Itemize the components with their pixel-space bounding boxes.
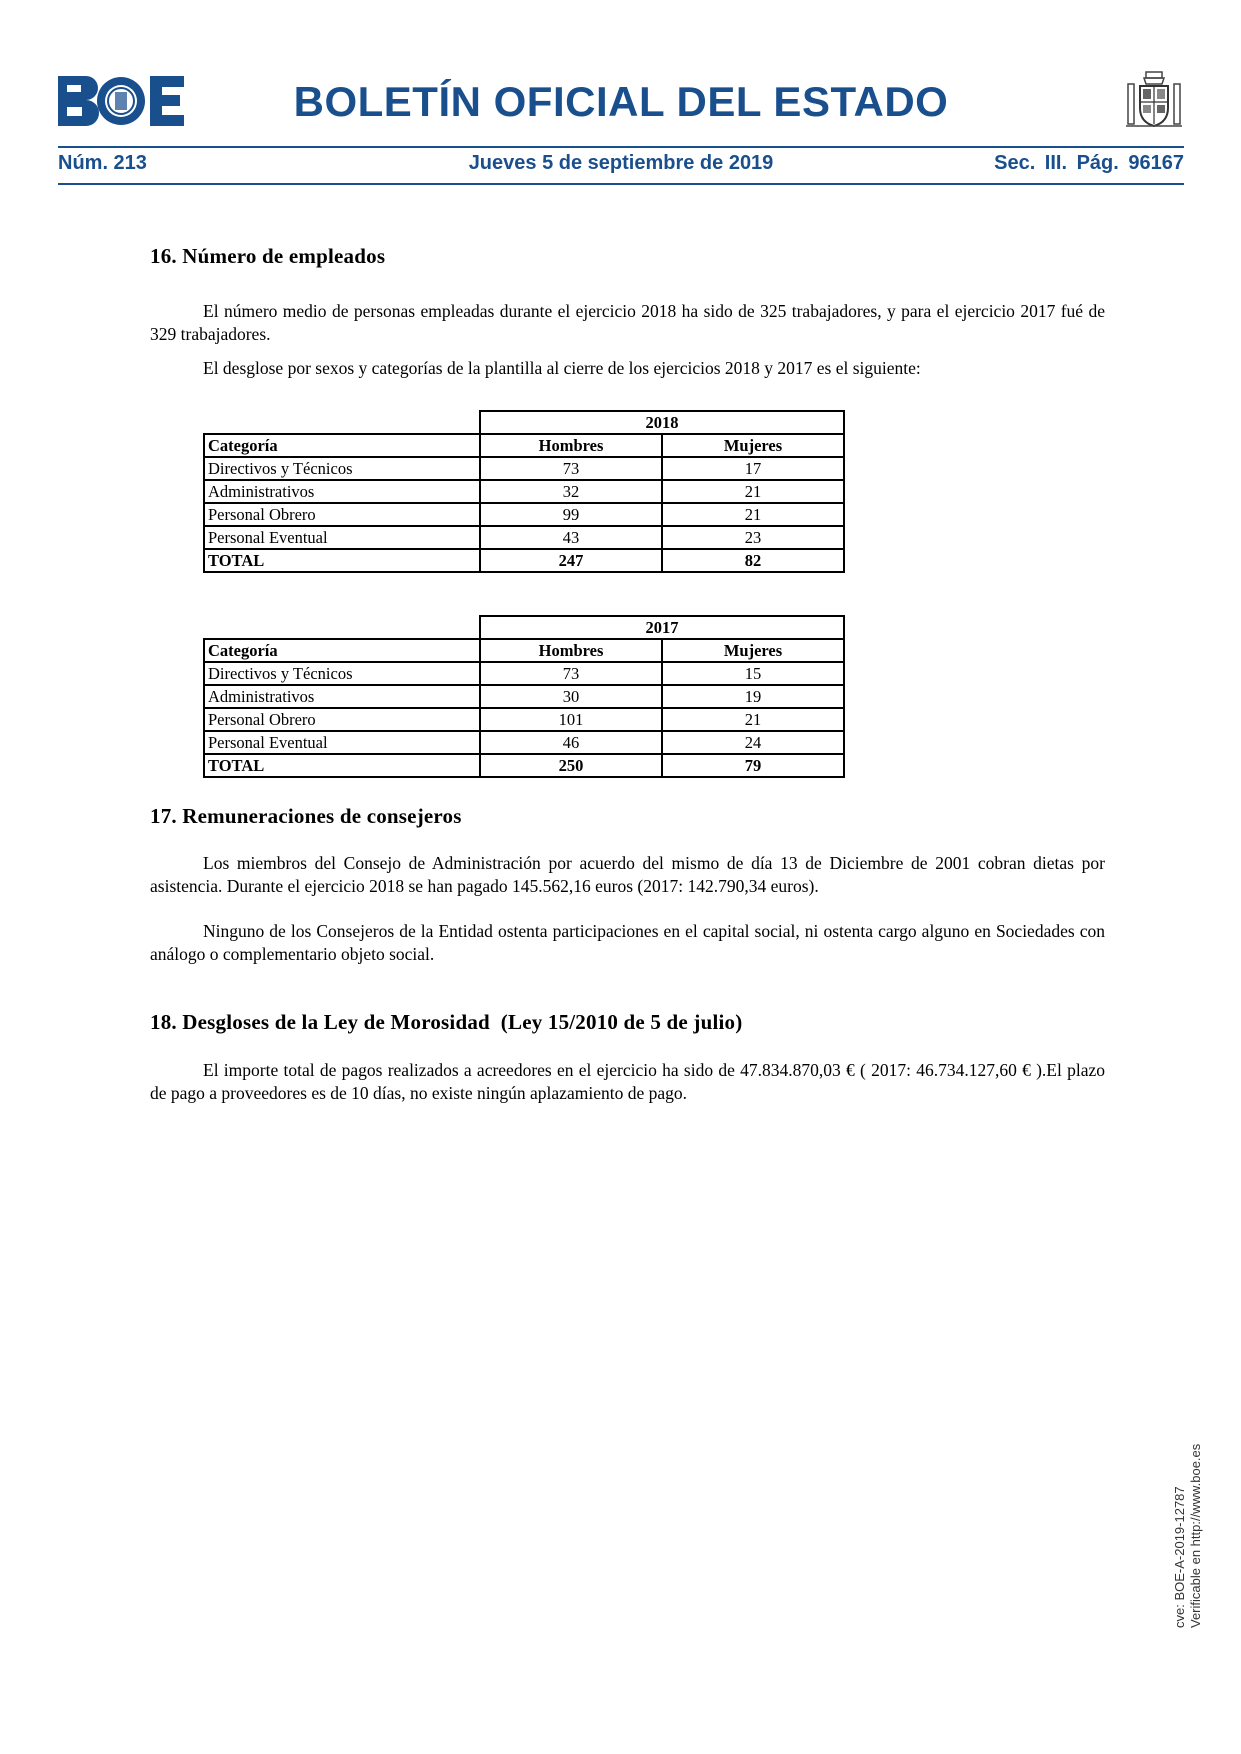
column-header: Categoría: [204, 639, 480, 662]
column-header: Hombres: [480, 639, 662, 662]
table-total-row: [204, 549, 844, 572]
table-cell: 43: [480, 526, 662, 549]
table-cell: 73: [480, 662, 662, 685]
section-17-paragraph-1: Los miembros del Consejo de Administración por acuerdo del mismo de día 13 de Diciembre de 2001 cobran dietas por asistencia. Durante el ejercicio 2018 se han pagado 145.562,16 euros (2017: 142.790,34 euros).: [150, 853, 1105, 896]
table-cell: TOTAL: [204, 754, 480, 777]
cve-code: cve: BOE-A-2019-12787: [1172, 1486, 1187, 1628]
table-cell: 24: [662, 731, 844, 754]
employees-table-2017: [203, 615, 845, 778]
table-cell: 82: [662, 549, 844, 572]
column-header: Hombres: [480, 434, 662, 457]
table-row: [204, 457, 844, 480]
table-cell: 46: [480, 731, 662, 754]
section-17-title: 17. Remuneraciones de consejeros: [150, 804, 462, 828]
table-row: [204, 662, 844, 685]
header-rule-top: [58, 146, 1184, 148]
page-header: [58, 68, 1184, 186]
section-16-paragraph-2: El desglose por sexos y categorías de la plantilla al cierre de los ejercicios 2018 y 2017 es el siguiente:: [203, 358, 921, 378]
table-cell: 73: [480, 457, 662, 480]
table-row: [204, 731, 844, 754]
column-header: Mujeres: [662, 434, 844, 457]
table-cell: Directivos y Técnicos: [204, 662, 480, 685]
verification-note: [1172, 1444, 1204, 1628]
table-cell: Personal Eventual: [204, 526, 480, 549]
table-cell: 15: [662, 662, 844, 685]
table-cell: 21: [662, 480, 844, 503]
verify-url: Verificable en http://www.boe.es: [1188, 1443, 1203, 1628]
table-cell: 250: [480, 754, 662, 777]
table-cell: Administrativos: [204, 480, 480, 503]
section-18-paragraph-1: El importe total de pagos realizados a acreedores en el ejercicio ha sido de 47.834.870,03 € ( 2017: 46.734.127,60 € ).El plazo de pago a proveedores es de 10 días, no existe ningún aplazamiento de pago.: [150, 1060, 1105, 1103]
table-cell: 30: [480, 685, 662, 708]
table-total-row: [204, 754, 844, 777]
bulletin-title: BOLETÍN OFICIAL DEL ESTADO: [293, 78, 949, 125]
table-cell: Personal Obrero: [204, 503, 480, 526]
table-cell: 21: [662, 503, 844, 526]
header-meta: [58, 152, 1184, 178]
table-row: [204, 480, 844, 503]
table-cell: 23: [662, 526, 844, 549]
table-cell: 79: [662, 754, 844, 777]
table-cell: 19: [662, 685, 844, 708]
table-year: 2018: [480, 411, 844, 434]
table-cell: 247: [480, 549, 662, 572]
table-cell: 101: [480, 708, 662, 731]
header-rule-bottom: [58, 183, 1184, 185]
table-cell: Administrativos: [204, 685, 480, 708]
issue-date: Jueves 5 de septiembre de 2019: [468, 152, 774, 174]
section-16-paragraph-1: El número medio de personas empleadas durante el ejercicio 2018 ha sido de 325 trabajadores, y para el ejercicio 2017 fué de 329 trabajadores.: [150, 301, 1105, 344]
section-18-title: 18. Desgloses de la Ley de Morosidad (Ley 15/2010 de 5 de julio): [150, 1010, 743, 1034]
table-cell: Personal Eventual: [204, 731, 480, 754]
table-cell: 99: [480, 503, 662, 526]
table-cell: Directivos y Técnicos: [204, 457, 480, 480]
document-body: [150, 244, 1105, 1105]
employees-table-2018: [203, 410, 845, 573]
table-row: [204, 685, 844, 708]
section-page: Sec. III. Pág. 96167: [994, 152, 1184, 174]
table-row: [204, 708, 844, 731]
issue-number: Núm. 213: [58, 152, 147, 174]
table-cell: 17: [662, 457, 844, 480]
table-cell: TOTAL: [204, 549, 480, 572]
coat-of-arms-icon: [1124, 68, 1184, 132]
table-row: [204, 503, 844, 526]
section-16-title: 16. Número de empleados: [150, 244, 386, 268]
column-header: Mujeres: [662, 639, 844, 662]
table-row: [204, 526, 844, 549]
table-cell: Personal Obrero: [204, 708, 480, 731]
section-17-paragraph-2: Ninguno de los Consejeros de la Entidad ostenta participaciones en el capital social, ni ostenta cargo alguno en Sociedades con análogo o complementario objeto social.: [150, 921, 1105, 964]
column-header: Categoría: [204, 434, 480, 457]
table-year: 2017: [480, 616, 844, 639]
table-cell: 21: [662, 708, 844, 731]
table-cell: 32: [480, 480, 662, 503]
